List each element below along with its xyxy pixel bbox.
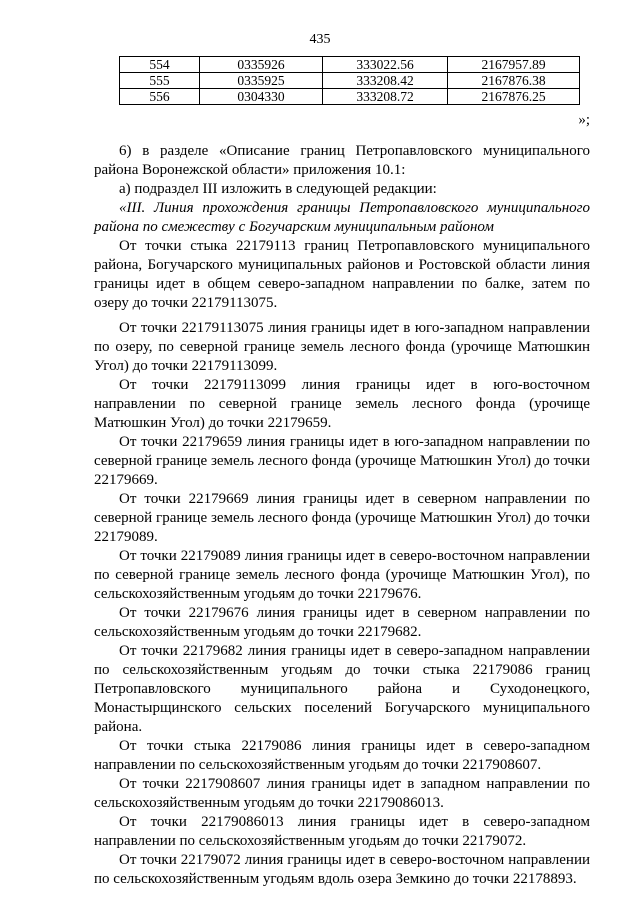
paragraph-boundary: От точки 22179682 линия границы идет в северо-западном направлении по сельскохозяйственным угодьям до точки стыка 22179086 границ Петропавловского муниципального района и Суходонецкого, Монастырщинского сельских поселений Богучарского муниципального района.	[94, 643, 590, 735]
table-cell: 2167957.89	[448, 57, 580, 73]
table-row	[120, 57, 580, 73]
table-row	[120, 73, 580, 89]
closing-quote: »;	[578, 112, 590, 128]
paragraph-boundary: От точки 22179676 линия границы идет в северном направлении по сельскохозяйственным угодьям до точки 22179682.	[94, 605, 590, 640]
paragraph-boundary: От точки 22179659 линия границы идет в юго-западном направлении по северной границе земель лесного фонда (урочище Матюшкин Угол) до точки 22179669.	[94, 434, 590, 488]
paragraph-boundary: От точки 2217908607 линия границы идет в западном направлении по сельскохозяйственным угодьям до точки 22179086013.	[94, 776, 590, 811]
paragraph-boundary: От точки 22179086013 линия границы идет в северо-западном направлении по сельскохозяйственным угодьям до точки 22179072.	[94, 814, 590, 849]
paragraph-boundary: От точки 22179089 линия границы идет в северо-восточном направлении по северной границе земель лесного фонда (урочище Матюшкин Угол), по сельскохозяйственным угодьям до точки 22179676.	[94, 548, 590, 602]
table-cell: 0304330	[200, 89, 323, 105]
table-cell: 333208.42	[323, 73, 448, 89]
paragraph-heading-iii: «III. Линия прохождения границы Петропавловского муниципального района по смежеству с Богучарским муниципальным районом	[94, 200, 590, 235]
document-body	[94, 142, 590, 889]
paragraph-boundary: От точки стыка 22179113 границ Петропавловского муниципального района, Богучарского муниципальных районов и Ростовской области линия границы идет в общем северо-западном направлении по балке, затем по озеру до точки 22179113075.	[94, 238, 590, 311]
table-cell: 333022.56	[323, 57, 448, 73]
table-cell: 333208.72	[323, 89, 448, 105]
table-cell: 0335925	[200, 73, 323, 89]
table-row	[120, 89, 580, 105]
table-cell: 556	[120, 89, 200, 105]
table-cell: 554	[120, 57, 200, 73]
table-cell: 555	[120, 73, 200, 89]
page-number: 435	[309, 32, 331, 47]
paragraph-boundary: От точки 22179113099 линия границы идет в юго-восточном направлении по северной границе земель лесного фонда (урочище Матюшкин Угол) до точки 22179659.	[94, 377, 590, 431]
paragraph-section-6: 6) в разделе «Описание границ Петропавловского муниципального района Воронежской области» приложения 10.1:	[94, 143, 590, 178]
table-cell: 2167876.38	[448, 73, 580, 89]
paragraph-subsection-a: а) подраздел III изложить в следующей редакции:	[119, 181, 437, 197]
paragraph-boundary: От точки 22179113075 линия границы идет в юго-западном направлении по озеру, по северной границе земель лесного фонда (урочище Матюшкин Угол) до точки 22179113099.	[94, 320, 590, 374]
paragraph-boundary: От точки 22179669 линия границы идет в северном направлении по северной границе земель лесного фонда (урочище Матюшкин Угол) до точки 22179089.	[94, 491, 590, 545]
coordinates-table	[119, 56, 580, 105]
paragraph-boundary: От точки стыка 22179086 линия границы идет в северо-западном направлении по сельскохозяйственным угодьям до точки 2217908607.	[94, 738, 590, 773]
table-cell: 0335926	[200, 57, 323, 73]
paragraph-boundary: От точки 22179072 линия границы идет в северо-восточном направлении по сельскохозяйственным угодьям вдоль озера Земкино до точки 22178893.	[94, 852, 590, 887]
table-cell: 2167876.25	[448, 89, 580, 105]
